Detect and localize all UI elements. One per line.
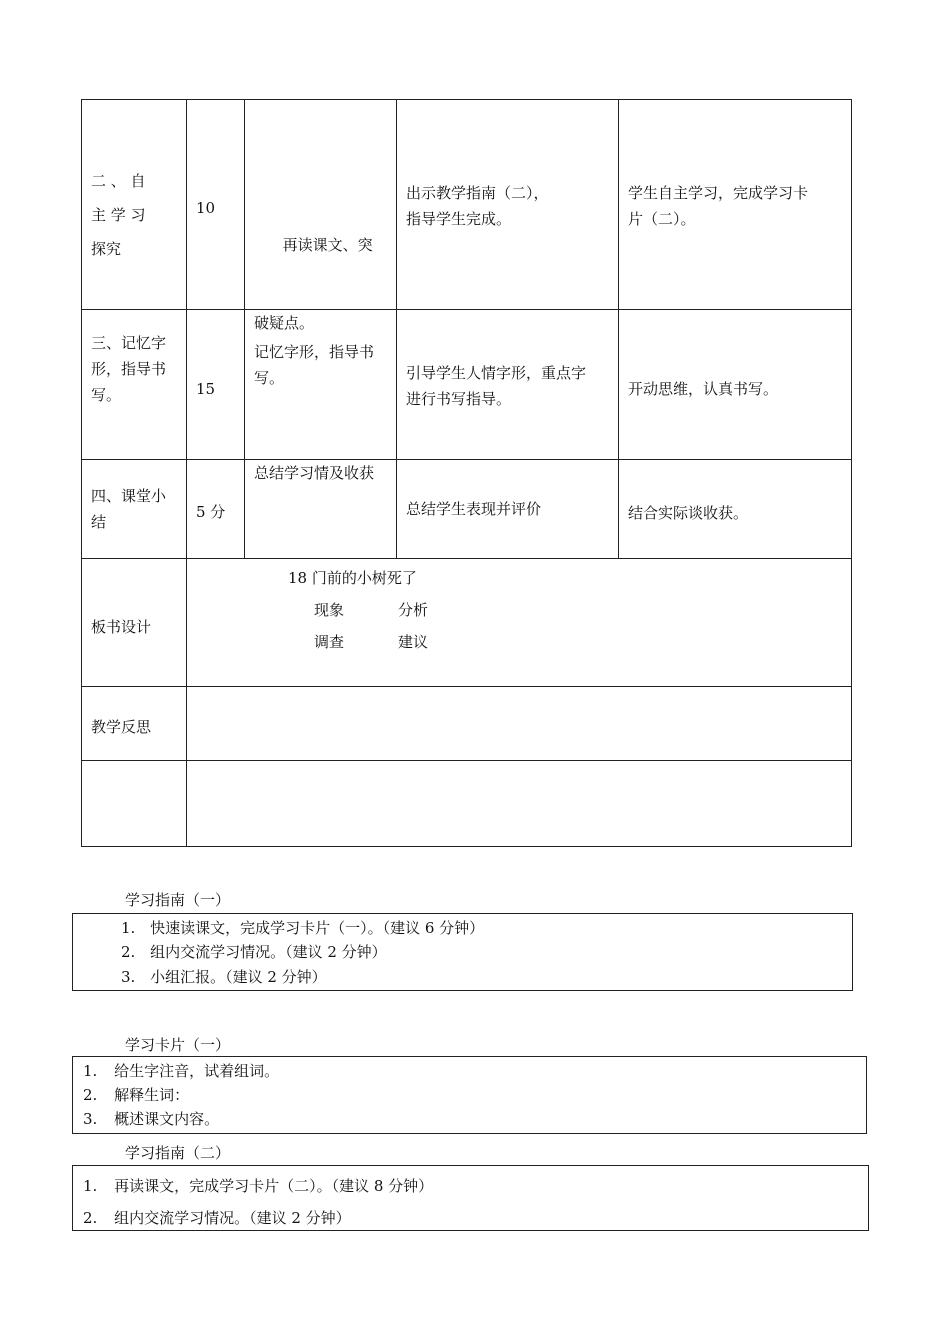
list-item	[83, 1109, 219, 1129]
column-divider-3	[396, 99, 397, 559]
guide-two-title: 学习指南（二）	[125, 1144, 231, 1162]
column-divider-2	[244, 99, 245, 559]
cell-line: 记忆字形，指导书	[254, 343, 375, 361]
cell-line: 主 学 习	[91, 206, 146, 224]
item-number: 1.	[121, 919, 136, 937]
cell-line: 四、课堂小	[91, 487, 167, 505]
cell-line: 进行书写指导。	[406, 390, 512, 408]
guide-one-title: 学习指南（一）	[125, 891, 231, 909]
item-text: 组内交流学习情况。（建议 2 分钟）	[114, 1209, 351, 1227]
row-divider	[81, 558, 852, 559]
teacher-cell	[406, 360, 586, 412]
column-divider-1	[186, 99, 187, 847]
cell-line: 结合实际谈收获。	[628, 504, 749, 522]
step-cell	[91, 330, 166, 408]
column-divider-4	[618, 99, 619, 559]
board-item: 调查	[314, 633, 345, 651]
item-number: 2.	[121, 943, 136, 961]
cell-line: 三、记忆字	[91, 334, 167, 352]
step-cell	[91, 164, 146, 266]
item-text: 概述课文内容。	[114, 1110, 220, 1128]
cell-line: 写。	[91, 386, 122, 404]
student-cell	[628, 376, 778, 402]
cell-line: 再读课文、突	[254, 236, 373, 254]
row-divider-bottom	[81, 846, 852, 847]
item-number: 3.	[121, 968, 136, 986]
content-cell	[254, 460, 374, 486]
cell-line: 破疑点。	[254, 314, 315, 332]
list-item	[83, 1208, 351, 1228]
cell-line: 出示教学指南（二），	[406, 184, 549, 202]
list-item	[83, 1176, 433, 1196]
item-number: 1.	[83, 1177, 98, 1195]
reflection-label: 教学反思	[91, 718, 152, 736]
row-divider	[81, 309, 852, 310]
cell-line: 总结学习情及收获	[254, 464, 375, 482]
teacher-cell	[406, 180, 549, 232]
student-cell	[628, 500, 748, 526]
cell-line: 学生自主学习，完成学习卡	[628, 184, 809, 202]
step-cell	[91, 483, 166, 535]
list-item	[121, 918, 484, 938]
board-item: 建议	[398, 633, 429, 651]
board-item: 分析	[398, 601, 429, 619]
cell-line: 片（二）。	[628, 210, 696, 228]
cell-line: 结	[91, 513, 107, 531]
table-border-right	[851, 99, 852, 847]
student-cell	[628, 180, 808, 232]
cell-line: 写。	[254, 369, 285, 387]
row-divider	[81, 686, 852, 687]
row-divider	[81, 459, 852, 460]
board-label: 板书设计	[91, 618, 152, 636]
cell-line: 引导学生人情字形，重点字	[406, 364, 587, 382]
list-item	[121, 967, 327, 987]
time-cell: 10	[196, 199, 216, 217]
item-number: 2.	[83, 1086, 98, 1104]
content-cell	[254, 339, 374, 391]
item-number: 1.	[83, 1062, 98, 1080]
list-item	[83, 1085, 189, 1105]
guide-two-box	[72, 1165, 869, 1231]
cell-line: 指导学生完成。	[406, 210, 512, 228]
item-text: 组内交流学习情况。（建议 2 分钟）	[150, 943, 387, 961]
item-number: 2.	[83, 1209, 98, 1227]
time-cell: 5 分	[196, 503, 226, 521]
list-item	[121, 942, 387, 962]
item-text: 小组汇报。（建议 2 分钟）	[150, 968, 327, 986]
cell-line: 总结学生表现并评价	[406, 500, 542, 518]
card-one-title: 学习卡片（一）	[125, 1036, 231, 1054]
table-border-left	[81, 99, 82, 847]
cell-line: 形，指导书	[91, 360, 167, 378]
cell-line: 探究	[91, 240, 122, 258]
board-title: 18 门前的小树死了	[288, 569, 417, 587]
item-text: 解释生词：	[114, 1086, 190, 1104]
card-one-box	[72, 1056, 867, 1134]
guide-one-box	[72, 913, 853, 991]
list-item	[83, 1061, 279, 1081]
teacher-cell	[406, 496, 541, 522]
item-number: 3.	[83, 1110, 98, 1128]
item-text: 再读课文，完成学习卡片（二）。（建议 8 分钟）	[114, 1177, 434, 1195]
row-divider-top	[81, 99, 852, 100]
board-item: 现象	[314, 601, 345, 619]
cell-line: 开动思维，认真书写。	[628, 380, 779, 398]
time-cell: 15	[196, 380, 216, 398]
item-text: 给生字注音，试着组词。	[114, 1062, 280, 1080]
row-divider	[81, 760, 852, 761]
item-text: 快速读课文，完成学习卡片（一）。（建议 6 分钟）	[150, 919, 485, 937]
cell-line: 二 、 自	[91, 172, 146, 190]
